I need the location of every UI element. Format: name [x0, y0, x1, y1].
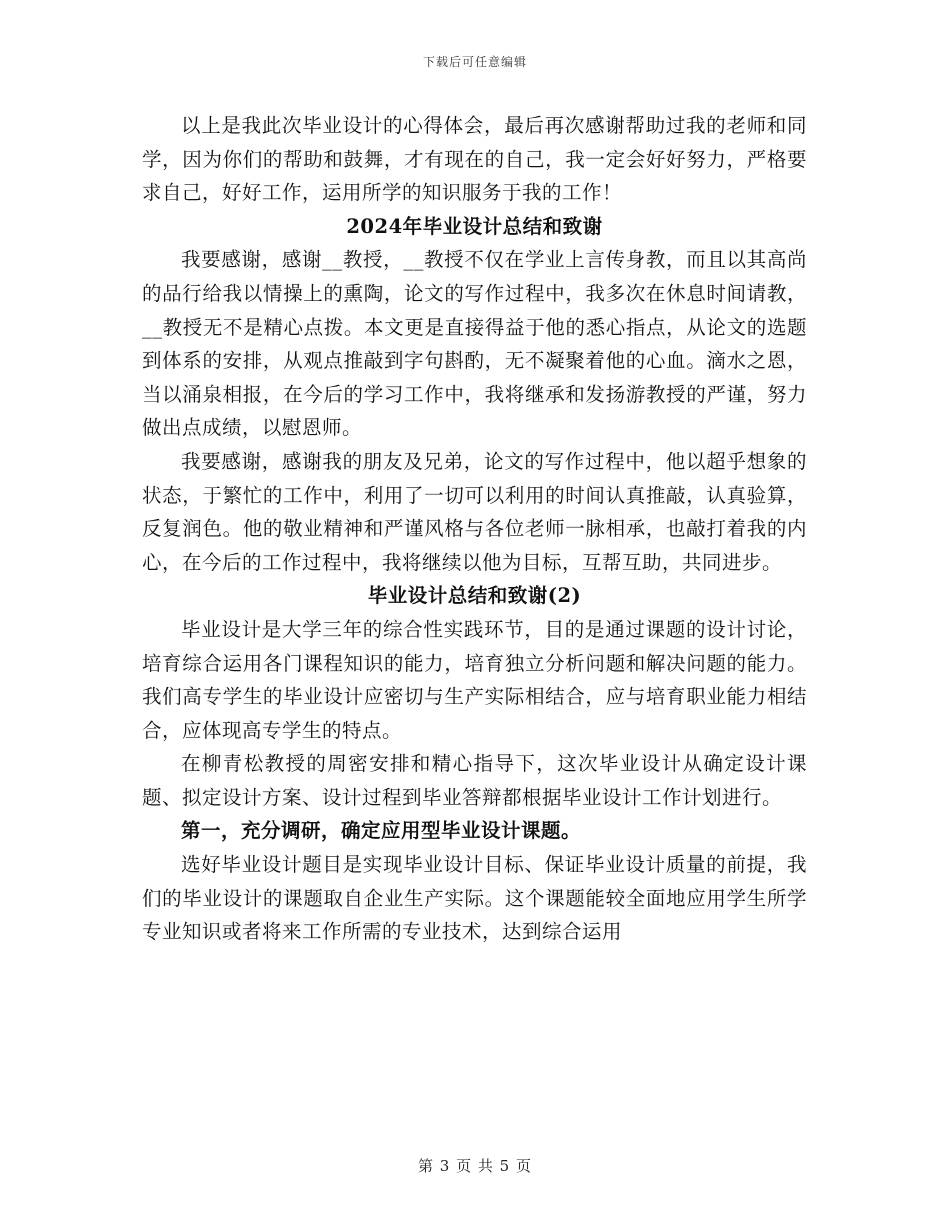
page-number: 第 3 页 共 5 页 [418, 1157, 532, 1175]
section-title: 2024年毕业设计总结和致谢 [346, 214, 603, 238]
guidance-paragraph: 在柳青松教授的周密安排和精心指导下，这次毕业设计从确定设计课题、拟定设计方案、设计过程到毕业答辩都根据毕业设计工作计划进行。 [142, 752, 807, 809]
topic-selection-paragraph: 选好毕业设计题目是实现毕业设计目标、保证毕业设计质量的前提，我们的毕业设计的课题取自企业生产实际。这个课题能较全面地应用学生所学专业知识或者将来工作所需的专业技术，达到综合运用 [142, 853, 807, 944]
thanks-friends-paragraph: 我要感谢，感谢我的朋友及兄弟，论文的写作过程中，他以超乎想象的状态，于繁忙的工作中，利用了一切可以利用的时间认真推敲，认真验算，反复润色。他的敬业精神和严谨风格与各位老师一脉相承，也敲打着我的内心，在今后的工作过程中，我将继续以他为目标，互帮互助，共同进步。 [142, 449, 807, 574]
section-title-2: 毕业设计总结和致谢(2) [367, 584, 582, 608]
design-purpose-paragraph: 毕业设计是大学三年的综合性实践环节，目的是通过课题的设计讨论，培育综合运用各门课程知识的能力，培育独立分析问题和解决问题的能力。我们高专学生的毕业设计应密切与生产实际相结合，应与培育职业能力相结合，应体现高专学生的特点。 [142, 617, 807, 742]
thanks-professor-paragraph: 我要感谢，感谢__教授，__教授不仅在学业上言传身教，而且以其高尚的品行给我以情操上的熏陶，论文的写作过程中，我多次在休息时间请教，__教授无不是精心点拨。本文更是直接得益于他的悉心指点，从论文的选题到体系的安排，从观点推敲到字句斟酌，无不凝聚着他的心血。滴水之恩，当以涌泉相报，在今后的学习工作中，我将继承和发扬游教授的严谨，努力做出点成绩，以慰恩师。 [142, 248, 807, 440]
document-body [142, 109, 807, 949]
closing-paragraph: 以上是我此次毕业设计的心得体会，最后再次感谢帮助过我的老师和同学，因为你们的帮助和鼓舞，才有现在的自己，我一定会好好努力，严格要求自己，好好工作，运用所学的知识服务于我的工作！ [142, 114, 807, 205]
header-note: 下载后可任意编辑 [422, 55, 527, 69]
subsection-title: 第一，充分调研，确定应用型毕业设计课题。 [181, 819, 582, 843]
